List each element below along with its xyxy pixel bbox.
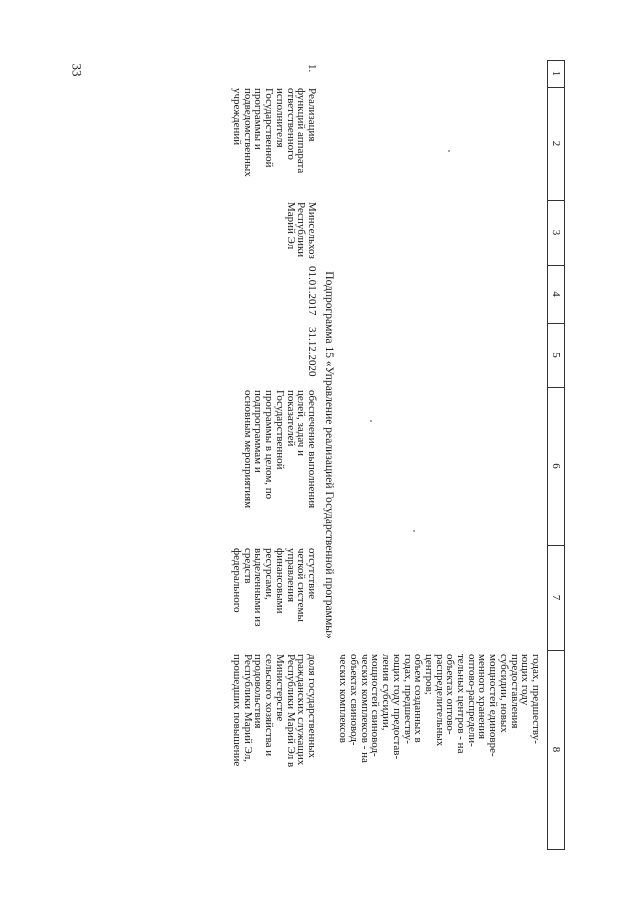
- row1-executor: Минсельхоз Республики Марий Эл: [284, 202, 318, 259]
- col-divider-8: [548, 849, 565, 850]
- row1-result: обеспечение выполнения целей, задач и показателей Государственной программы в целом, по подпрограммам и основным мероприятиям: [241, 390, 318, 509]
- scan-speck: [413, 530, 415, 532]
- header-col-8: 8: [550, 746, 562, 753]
- row1-name: Реализация функций аппарата ответственного исполнителя Государственной программы и подведомственных учреждений: [231, 88, 318, 177]
- continuation-col8: годах, предшеству- ющих году предоставления субсидии, новых мощностей единовре- менного хранения оптово-распредели- тельных центров - на объектах оптово- распределительных центров; объем созданных в годах, предшеству- ющих году предостав- ления субсидии, мощностей свиновод- ческих комплексов - на объектах свиновод- ческих комплексов: [337, 654, 542, 763]
- page-number: 33: [69, 63, 85, 77]
- row1-start: 01.01.2017: [306, 266, 318, 316]
- row1-consequences: отсутствие четкой системы управления финансовыми ресурсами, выделенными из средств федерального: [231, 548, 318, 627]
- header-col-6: 6: [550, 463, 562, 469]
- subprogram-title: Подпрограмма 15 «Управление реализацией Государственной программы»: [323, 271, 335, 639]
- table-top-border: [564, 60, 565, 850]
- header-col-1: 1: [550, 70, 562, 77]
- scan-speck: [448, 150, 450, 152]
- header-col-4: 4: [550, 291, 562, 297]
- row1-num: 1.: [306, 64, 318, 73]
- header-col-7: 7: [550, 594, 562, 601]
- row1-indicators: доля государственных гражданских служащих Республики Марий Эл в Министерстве сельского хозяйства и продовольствия Республики Марий Эл, прошедших повышение: [231, 654, 318, 768]
- header-col-2: 2: [550, 140, 562, 147]
- scan-speck: [370, 420, 372, 422]
- header-col-5: 5: [550, 352, 562, 358]
- header-col-3: 3: [550, 229, 562, 236]
- rotated-page: [65, 60, 565, 850]
- row1-end: 31.12.2020: [306, 327, 318, 377]
